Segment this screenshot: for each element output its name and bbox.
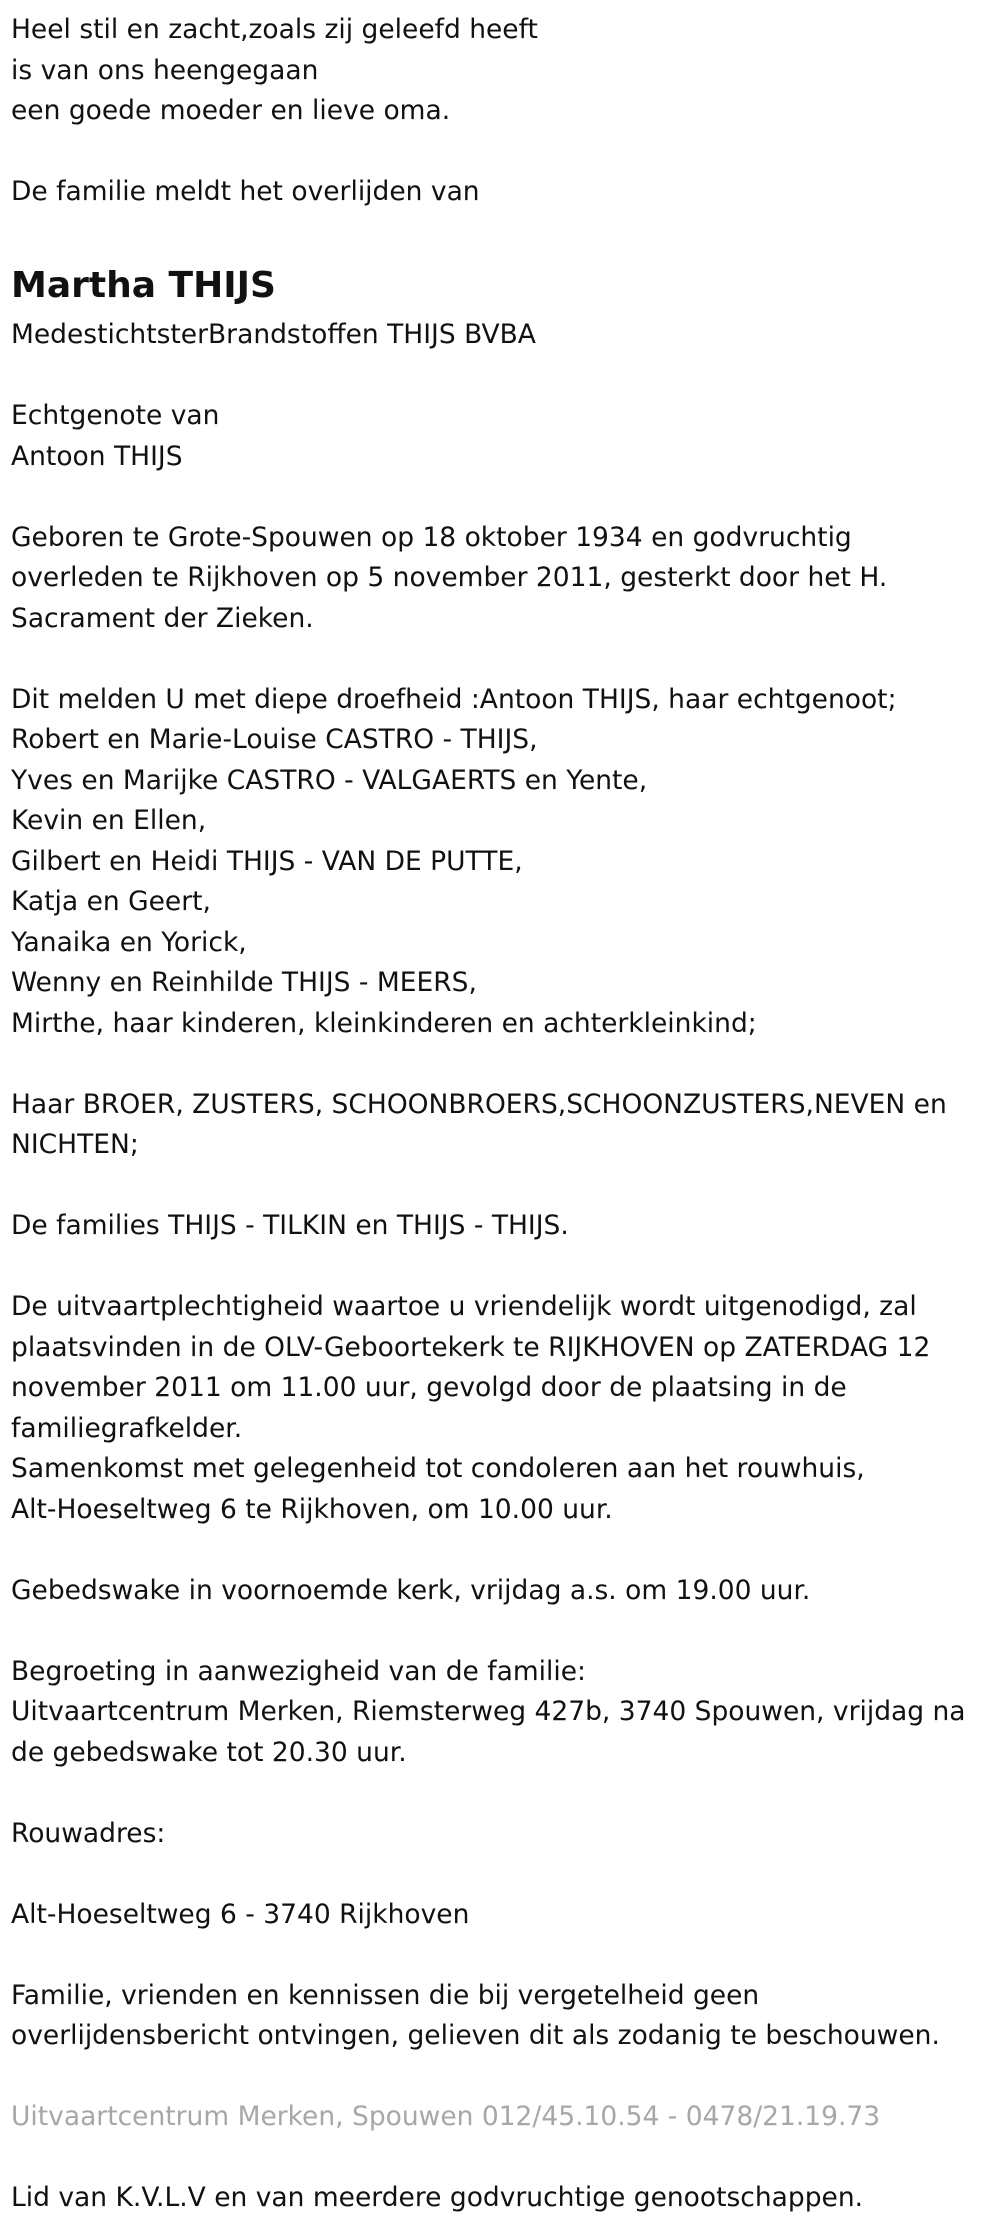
mourner-line: Robert en Marie-Louise CASTRO - THIJS, [11, 724, 538, 755]
spouse-label: Echtgenote van [11, 400, 220, 431]
paragraph-line: Alt-Hoeseltweg 6 te Rijkhoven, om 10.00 uur. [11, 1493, 613, 1525]
paragraph-line: Samenkomst met gelegenheid tot condoleren aan het rouwhuis, [11, 1453, 865, 1484]
paragraph-line: de gebedswake tot 20.30 uur. [11, 1736, 407, 1768]
families-text: De families THIJS - TILKIN en THIJS - THIJS. [11, 1210, 569, 1241]
mourner-line: Yves en Marijke CASTRO - VALGAERTS en Yente, [11, 764, 648, 796]
intro-line: is van ons heengegaan [11, 54, 319, 86]
address-value: Alt-Hoeseltweg 6 - 3740 Rijkhoven [11, 1898, 470, 1930]
paragraph-line: overleden te Rijkhoven op 5 november 2011, gesterkt door het H. [11, 562, 888, 593]
paragraph-line: Haar BROER, ZUSTERS, SCHOONBROERS,SCHOONZUSTERS,NEVEN en [11, 1088, 947, 1120]
paragraph-line: plaatsvinden in de OLV-Geboortekerk te RIJKHOVEN op ZATERDAG 12 [11, 1331, 931, 1363]
paragraph-line: november 2011 om 11.00 uur, gevolgd door de plaatsing in de [11, 1372, 847, 1403]
paragraph-line: familiegrafkelder. [11, 1412, 243, 1444]
paragraph-line: Sacrament der Zieken. [11, 602, 314, 634]
intro-poem [11, 10, 991, 132]
spouse-name: Antoon THIJS [11, 440, 183, 472]
intro-line: een goede moeder en lieve oma. [11, 95, 451, 126]
viewing-paragraph [11, 1652, 991, 1774]
deceased-name: Martha THIJS [11, 265, 276, 306]
paragraph-line: Geboren te Grote-Spouwen op 18 oktober 1934 en godvruchtig [11, 521, 852, 553]
mourner-line: Yanaika en Yorick, [11, 926, 247, 958]
paragraph-line: Uitvaartcentrum Merken, Riemsterweg 427b, 3740 Spouwen, vrijdag na [11, 1696, 966, 1727]
notice-paragraph [11, 1976, 991, 2057]
wake-text: Gebedswake in voornoemde kerk, vrijdag a.s. om 19.00 uur. [11, 1574, 811, 1606]
funeral-home-contact: Uitvaartcentrum Merken, Spouwen 012/45.10.54 - 0478/21.19.73 [11, 2101, 881, 2132]
paragraph-line: Familie, vrienden en kennissen die bij vergetelheid geen [11, 1979, 760, 2011]
paragraph-line: Begroeting in aanwezigheid van de familie: [11, 1655, 586, 1687]
mourner-line: Gilbert en Heidi THIJS - VAN DE PUTTE, [11, 845, 523, 877]
paragraph-line: NICHTEN; [11, 1129, 139, 1160]
membership-text: Lid van K.V.L.V en van meerdere godvruchtige genootschappen. [11, 2182, 864, 2213]
announcement-text: De familie meldt het overlijden van [11, 176, 480, 207]
mourner-line: Katja en Geert, [11, 886, 211, 917]
mourner-line: Dit melden U met diepe droefheid :Antoon THIJS, haar echtgenoot; [11, 683, 897, 715]
address-label: Rouwadres: [11, 1817, 166, 1849]
deceased-role: MedestichtsterBrandstoffen THIJS BVBA [11, 319, 536, 350]
obituary-document [11, 10, 991, 2219]
mourners-list [11, 680, 991, 1045]
paragraph-line: De uitvaartplechtigheid waartoe u vriendelijk wordt uitgenodigd, zal [11, 1291, 917, 1322]
relatives-paragraph [11, 1085, 991, 1166]
mourner-line: Wenny en Reinhilde THIJS - MEERS, [11, 967, 477, 998]
mourner-line: Kevin en Ellen, [11, 805, 207, 836]
funeral-paragraph [11, 1287, 991, 1530]
paragraph-line: overlijdensbericht ontvingen, gelieven dit als zodanig te beschouwen. [11, 2020, 940, 2051]
intro-line: Heel stil en zacht,zoals zij geleefd heeft [11, 14, 538, 45]
birth-death-paragraph [11, 518, 991, 640]
mourner-line: Mirthe, haar kinderen, kleinkinderen en achterkleinkind; [11, 1007, 757, 1039]
